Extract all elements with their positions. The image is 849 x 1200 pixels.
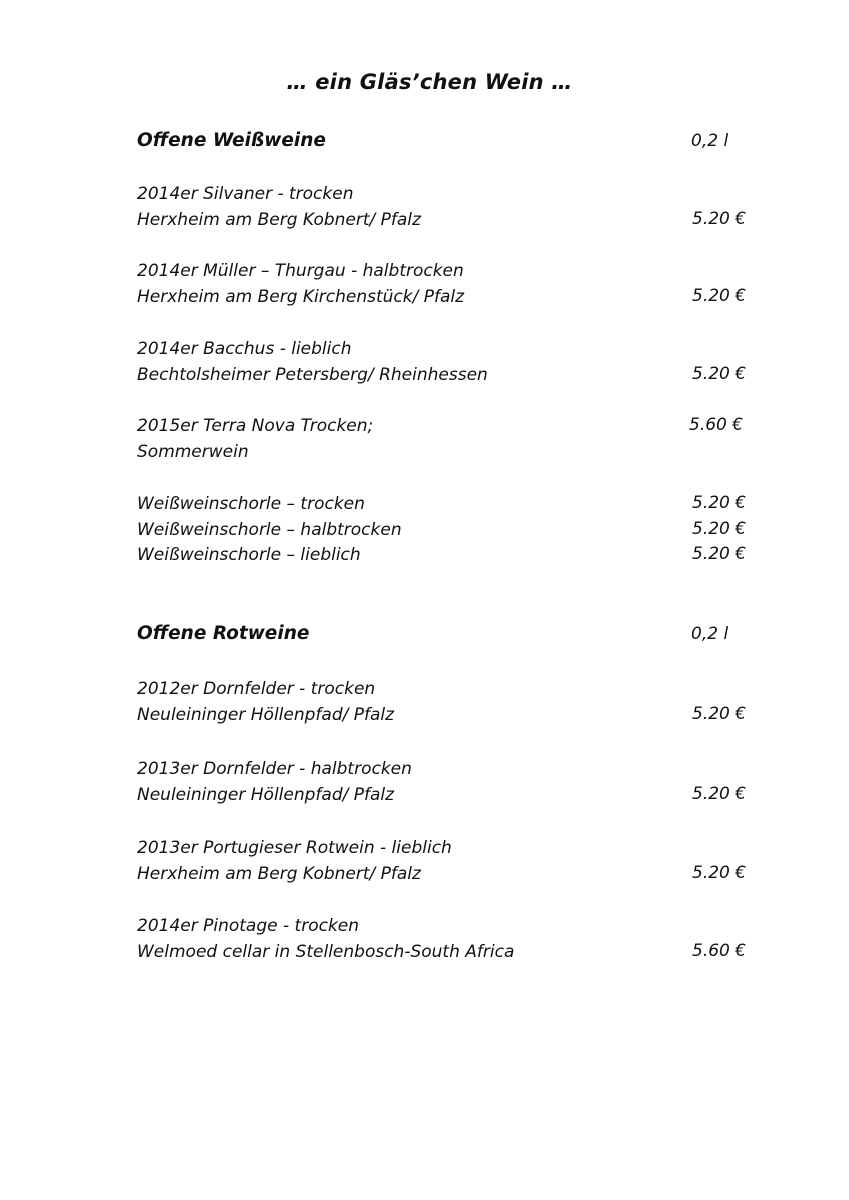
- wine-price: 5.20 €: [692, 209, 747, 229]
- wine-price: 5.20 €: [692, 863, 747, 883]
- wine-name: 2014er Silvaner - trocken: [137, 184, 354, 204]
- wine-name: 2012er Dornfelder - trocken: [137, 679, 376, 699]
- wine-origin: Sommerwein: [137, 442, 249, 462]
- wine-name: 2013er Portugieser Rotwein - lieblich: [137, 838, 452, 858]
- wine-price: 5.60 €: [692, 941, 747, 961]
- page-title: … ein Gläs’chen Wein …: [286, 70, 573, 94]
- volume-label-white: 0,2 l: [691, 131, 729, 151]
- section-heading-red: Offene Rotweine: [137, 623, 310, 644]
- wine-price: 5.20 €: [692, 784, 747, 804]
- wine-origin: Neuleininger Höllenpfad/ Pfalz: [137, 785, 395, 805]
- wine-name: 2014er Müller – Thurgau - halbtrocken: [137, 261, 464, 281]
- wine-origin: Welmoed cellar in Stellenbosch-South Africa: [137, 942, 515, 962]
- wine-price: 5.20 €: [692, 286, 747, 306]
- volume-label-red: 0,2 l: [691, 624, 729, 644]
- schorle-price: 5.20 €: [692, 493, 747, 513]
- schorle-name: Weißweinschorle – trocken: [137, 494, 365, 514]
- wine-name: 2015er Terra Nova Trocken;: [137, 416, 374, 436]
- schorle-name: Weißweinschorle – halbtrocken: [137, 520, 402, 540]
- wine-name: 2014er Bacchus - lieblich: [137, 339, 352, 359]
- schorle-name: Weißweinschorle – lieblich: [137, 545, 361, 565]
- wine-origin: Herxheim am Berg Kirchenstück/ Pfalz: [137, 287, 465, 307]
- wine-origin: Herxheim am Berg Kobnert/ Pfalz: [137, 210, 421, 230]
- wine-origin: Bechtolsheimer Petersberg/ Rheinhessen: [137, 365, 488, 385]
- wine-origin: Neuleininger Höllenpfad/ Pfalz: [137, 705, 395, 725]
- wine-name: 2013er Dornfelder - halbtrocken: [137, 759, 412, 779]
- wine-price: 5.20 €: [692, 704, 747, 724]
- wine-origin: Herxheim am Berg Kobnert/ Pfalz: [137, 864, 421, 884]
- wine-price: 5.20 €: [692, 364, 747, 384]
- wine-price: 5.60 €: [689, 415, 744, 435]
- section-heading-white: Offene Weißweine: [137, 130, 326, 151]
- wine-name: 2014er Pinotage - trocken: [137, 916, 360, 936]
- schorle-price: 5.20 €: [692, 519, 747, 539]
- schorle-price: 5.20 €: [692, 544, 747, 564]
